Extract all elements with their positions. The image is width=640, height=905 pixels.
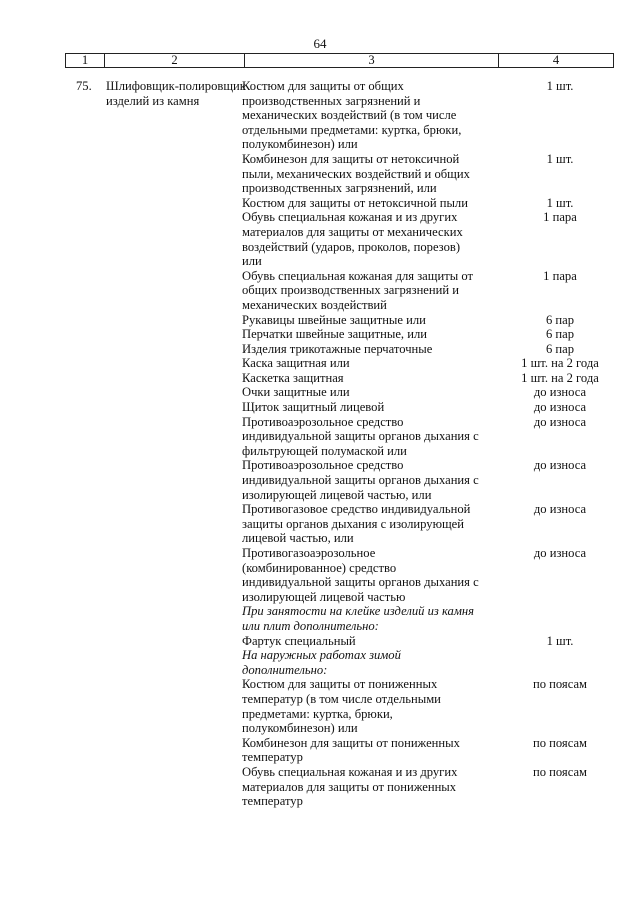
item-description: Рукавицы швейные защитные или <box>242 312 426 327</box>
item-description: Костюм для защиты от общих производственных загрязнений и механических воздействий (в том числе отдельными предметами: куртка, брюки, полукомбинезон) или <box>242 79 462 152</box>
item-quantity: 1 шт. на 2 года <box>521 356 599 371</box>
list-item <box>242 677 640 735</box>
column-header-4: 4 <box>499 54 614 68</box>
list-item <box>242 458 640 502</box>
list-item <box>242 196 640 211</box>
item-description: Перчатки швейные защитные, или <box>242 327 427 342</box>
item-quantity: до износа <box>533 458 587 473</box>
item-quantity: 1 шт. <box>546 195 574 210</box>
profession-name: Шлифовщик-полировщик изделий из камня <box>106 79 246 108</box>
item-description: Щиток защитный лицевой <box>242 400 385 415</box>
item-description: Очки защитные или <box>242 385 350 400</box>
list-item <box>242 765 640 809</box>
list-item <box>242 313 640 328</box>
list-item <box>242 327 640 342</box>
item-description: Комбинезон для защиты от нетоксичной пыли, механических воздействий и общих производственных загрязнений, или <box>242 151 470 196</box>
column-header-3: 3 <box>245 54 499 68</box>
list-item <box>242 152 640 196</box>
item-description: Противоаэрозольное средство индивидуальной защиты органов дыхания с фильтрующей полумаской или <box>242 414 479 458</box>
item-quantity: 1 шт. <box>546 151 574 166</box>
list-item <box>242 546 640 604</box>
list-item <box>242 210 640 268</box>
list-item <box>242 415 640 459</box>
column-header-2: 2 <box>105 54 245 68</box>
list-item <box>242 79 640 152</box>
item-description: Противоаэрозольное средство индивидуальной защиты органов дыхания с изолирующей лицевой частью, или <box>242 458 479 502</box>
item-description: Обувь специальная кожаная для защиты от общих производственных загрязнений и механических воздействий <box>242 268 473 312</box>
ppe-item-list <box>242 79 640 809</box>
item-quantity: по поясам <box>532 677 588 692</box>
item-description: Комбинезон для защиты от пониженных температур <box>242 735 460 765</box>
column-header-1: 1 <box>66 54 105 68</box>
section-note: При занятости на клейке изделий из камня или плит дополнительно: <box>242 604 474 633</box>
item-description: Обувь специальная кожаная и из других материалов для защиты от механических воздействий (ударов, проколов, порезов) или <box>242 210 463 269</box>
item-quantity: 1 шт. <box>546 633 574 648</box>
page-number: 64 <box>313 36 327 51</box>
item-quantity: до износа <box>533 414 587 429</box>
section-note: На наружных работах зимой дополнительно: <box>242 648 401 677</box>
item-quantity: 6 пар <box>545 312 575 327</box>
item-quantity: 1 пара <box>543 268 577 283</box>
list-item <box>242 356 640 371</box>
item-quantity: до износа <box>533 385 587 400</box>
list-item <box>242 385 640 400</box>
row-number: 75. <box>76 79 92 93</box>
list-item <box>242 634 640 649</box>
list-item <box>242 736 640 765</box>
item-quantity: до износа <box>533 400 587 415</box>
item-description: Обувь специальная кожаная и из других материалов для защиты от пониженных температур <box>242 764 458 809</box>
item-quantity: до износа <box>533 502 587 517</box>
item-description: Противогазовое средство индивидуальной защиты органов дыхания с изолирующей лицевой частью, или <box>242 502 471 546</box>
item-quantity: 1 шт. на 2 года <box>521 370 599 385</box>
item-quantity: 1 пара <box>543 210 577 225</box>
item-description: Каскетка защитная <box>242 370 344 385</box>
item-description: Изделия трикотажные перчаточные <box>242 341 433 356</box>
item-quantity: 6 пар <box>545 327 575 342</box>
item-description: Фартук специальный <box>242 633 356 648</box>
list-item <box>242 400 640 415</box>
list-item <box>242 342 640 357</box>
item-quantity: по поясам <box>532 764 588 779</box>
item-description: Костюм для защиты от нетоксичной пыли <box>242 195 468 210</box>
item-quantity: до износа <box>533 546 587 560</box>
list-item <box>242 502 640 546</box>
item-quantity: по поясам <box>532 735 588 750</box>
column-header-table <box>65 53 614 68</box>
item-description: Каска защитная или <box>242 356 350 371</box>
list-item <box>242 371 640 386</box>
item-quantity: 6 пар <box>545 341 575 356</box>
item-description: Костюм для защиты от пониженных температур (в том числе отдельными предметами: куртка, брюки, полукомбинезон) или <box>242 677 441 736</box>
item-description: Противогазоаэрозольное (комбинированное) средство индивидуальной защиты органов дыхания с изолирующей лицевой частью <box>242 546 479 604</box>
item-quantity: 1 шт. <box>546 79 574 93</box>
list-item <box>242 269 640 313</box>
